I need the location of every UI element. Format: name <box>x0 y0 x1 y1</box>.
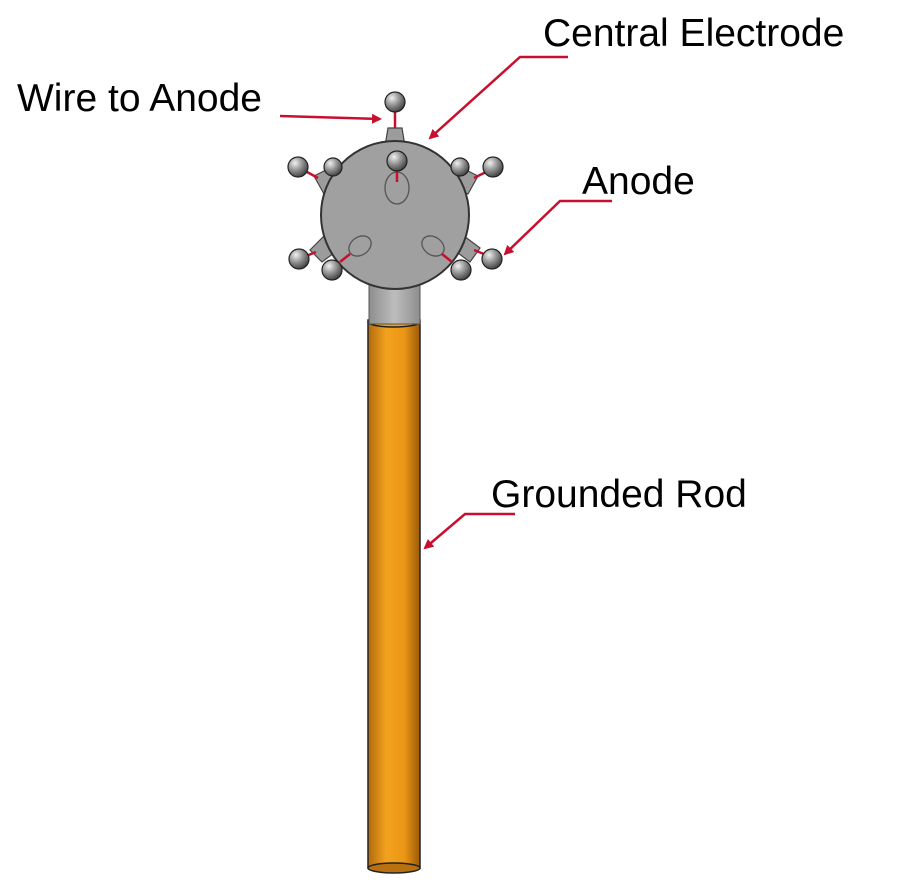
sphere-icon <box>451 260 471 280</box>
arrow-icon <box>280 116 380 119</box>
label-anode: Anode <box>582 160 695 203</box>
sphere-icon <box>482 249 502 269</box>
label-wire-to-anode: Wire to Anode <box>17 77 262 120</box>
sphere-icon <box>387 151 407 171</box>
arrow-icon <box>505 201 612 254</box>
label-grounded-rod: Grounded Rod <box>491 473 747 516</box>
label-central-electrode: Central Electrode <box>543 12 845 55</box>
sphere-icon <box>288 157 308 177</box>
sphere-icon <box>289 249 309 269</box>
arrow-icon <box>430 57 568 138</box>
sphere-icon <box>451 158 469 176</box>
arrow-icon <box>425 514 515 548</box>
grounded-rod <box>368 317 420 873</box>
sphere-icon <box>322 260 342 280</box>
sphere-icon <box>385 92 405 112</box>
sphere-icon <box>324 158 342 176</box>
sphere-icon <box>483 157 503 177</box>
